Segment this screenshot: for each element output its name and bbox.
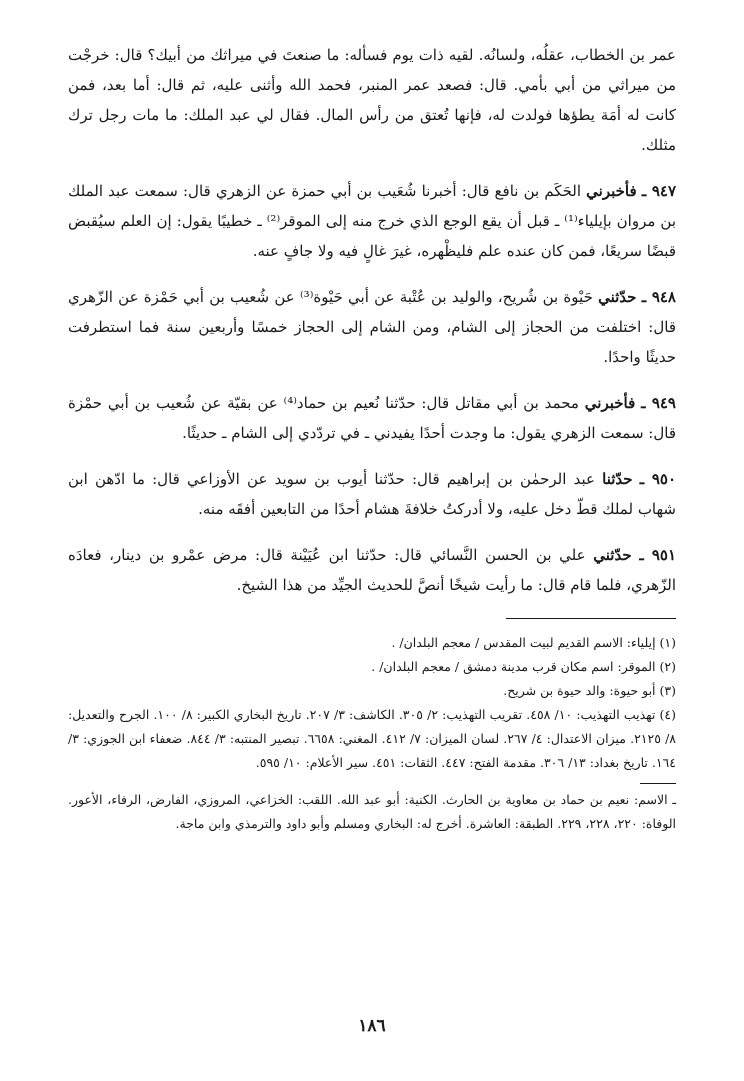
paragraph-gap xyxy=(68,266,676,282)
footnotes xyxy=(68,631,676,836)
hadith-text: حَيْوة بن شُريح، والوليد بن عُتْبة عن أبي حَيْوة⁽³⁾ عن شُعيب بن أبي حَمْزة عن الزّهري قال: اختلفت من الحجاز إلى الشام، ومن الشام إلى الحجاز خمسًا وأربعين سنة فما استطرفت حديثًا واحدًا. xyxy=(68,288,676,366)
hadith-verb: حدّثنا xyxy=(602,470,633,488)
hadith-number: ٩٤٩ ـ xyxy=(641,394,676,412)
hadith-951 xyxy=(68,540,676,600)
hadith-text: علي بن الحسن النَّسائي قال: حدّثنا ابن عُيَيْنة قال: مرض عمْرو بن دينار، فعادَه الزّهري، فلما قام قال: ما رأيت شيخًا أنصَّ للحديث الجيِّد من هذا الشيخ. xyxy=(68,546,676,594)
hadith-number: ٩٥٠ ـ xyxy=(639,470,676,488)
hadith-number: ٩٤٨ ـ xyxy=(641,288,676,306)
footnote-1: (١) إيلياء: الاسم القديم لبيت المقدس / معجم البلدان/ . xyxy=(391,635,676,650)
paragraph-gap xyxy=(68,448,676,464)
paragraph-gap xyxy=(68,524,676,540)
hadith-950 xyxy=(68,464,676,524)
hadith-verb: حدّثني xyxy=(593,546,632,564)
footnote-divider xyxy=(506,618,676,619)
hadith-948 xyxy=(68,282,676,372)
paragraph-gap xyxy=(68,372,676,388)
hadith-number: ٩٥١ ـ xyxy=(639,546,676,564)
hadith-verb: فأخبرني xyxy=(584,394,636,412)
hadith-number: ٩٤٧ ـ xyxy=(641,182,676,200)
hadith-text: عبد الرحمٰن بن إبراهيم قال: حدّثنا أيوب بن سويد عن الأوزاعي قال: ما ادّهن ابن شهاب لملك قطّ دخل عليه، ولا أدركتُ خلافةَ هشام أحدًا من التابعين أفقَه منه. xyxy=(68,470,676,518)
footnote-2: (٢) الموقر: اسم مكان قرب مدينة دمشق / معجم البلدان/ . xyxy=(371,659,676,674)
intro-paragraph: عمر بن الخطاب، عقلُه، ولسانُه. لقيه ذات يوم فسأله: ما صنعتَ في ميراثك من أبيك؟ قال: خرجْت من ميراثي من أبي بأمي. قال: فصعد عمر المنبر، فحمد الله وأثنى عليه، ثم قال: أما بعد، فمن كانت له أمَة يطؤها فولدت له، فإنها تُعتق من رأس المال. فقال لي عبد الملك: ما مات رجل ترك مثلك. xyxy=(68,46,676,154)
hadith-text: الحَكَم بن نافع قال: أخبرنا شُعَيب بن أبي حمزة عن الزهري قال: سمعت عبد الملك بن مروان بإيلياء⁽¹⁾ ـ قبل أن يقع الوجع الذي خرج منه إلى الموقر⁽²⁾ ـ خطيبًا يقول: إن العلم سيُقبض قبضًا سريعًا، فمن كان عنده علم فليظْهره، غيرَ غالٍ فيه ولا جافٍ عنه. xyxy=(68,182,676,260)
hadith-verb: فأخبرني xyxy=(586,182,637,200)
footnote-bio: ـ الاسم: نعيم بن حماد بن معاوية بن الحارث. الكنية: أبو عبد الله. اللقب: الخزاعي، المروزي، الفارض، الرفاء، الأعور. الوفاة: ٢٢٠، ٢٢٨، ٢٢٩. الطبقة: العاشرة. أخرج له: البخاري ومسلم وأبو داود والترمذي وابن ماجة. xyxy=(68,792,676,831)
footnote-sub-divider xyxy=(640,783,676,784)
page-number: ١٨٦ xyxy=(358,1016,386,1036)
hadith-949 xyxy=(68,388,676,448)
footnote-3: (٣) أبو حيوة: والد حيوة بن شريح. xyxy=(503,683,676,698)
hadith-947 xyxy=(68,176,676,266)
paragraph-gap xyxy=(68,160,676,176)
footnote-4: (٤) تهذيب التهذيب: ١٠/ ٤٥٨. تقريب التهذيب: ٢/ ٣٠٥. الكاشف: ٣/ ٢٠٧. تاريخ البخاري الكبير: ٨/ ١٠٠. الجرح والتعديل: ٨/ ٢١٢٥. ميزان الاعتدال: ٤/ ٢٦٧. لسان الميزان: ٧/ ٤١٢. المغني: ٦٦٥٨. تبصير المنتبه: ٣/ ٨٤٤. ضعفاء ابن الجوزي: ٣/ ١٦٤. تاريخ بغداد: ١٣/ ٣٠٦. مقدمة الفتح: ٤٤٧. الثقات: ٤٥١. سير الأعلام: ١٠/ ٥٩٥. xyxy=(68,707,677,770)
hadith-verb: حدّثني xyxy=(598,288,637,306)
hadith-text: محمد بن أبي مقاتل قال: حدّثنا نُعيم بن حماد⁽⁴⁾ عن بقيّة عن شُعيب بن أبي حمْزة قال: سمعت الزهري يقول: ما وجدت أحدًا يفيدني ـ في تردّدي إلى الشام ـ حديثًا. xyxy=(68,394,676,442)
